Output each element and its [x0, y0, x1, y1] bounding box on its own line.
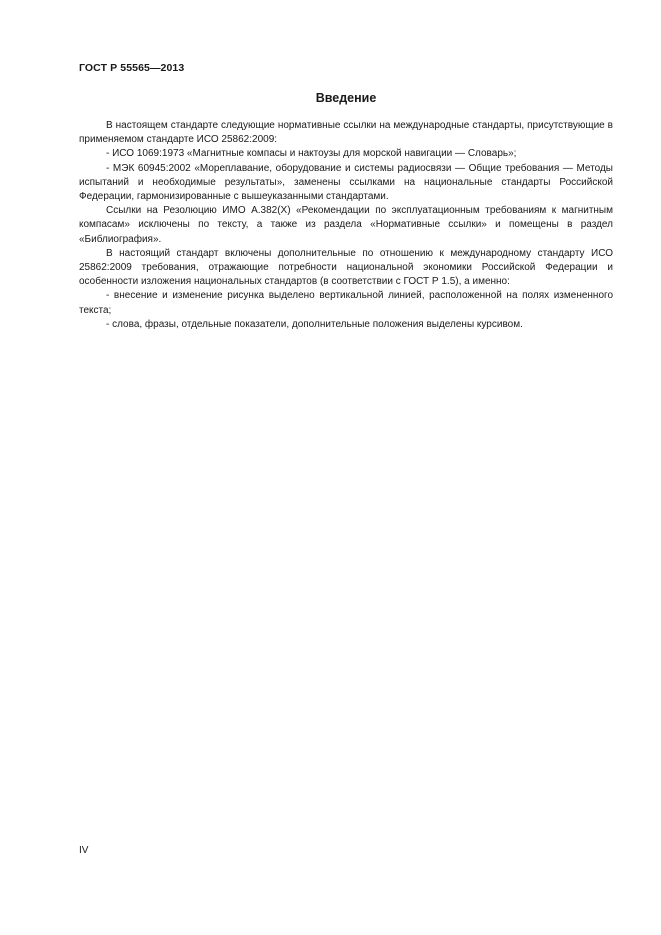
paragraph-intro: В настоящем стандарте следующие нормативные ссылки на международные стандарты, присутствующие в применяемом стандарте ИСО 25862:2009:	[79, 120, 613, 146]
body-text	[79, 119, 613, 332]
paragraph-figure-changes: - внесение и изменение рисунка выделено вертикальной линией, расположенной на полях измененного текста;	[79, 290, 613, 316]
paragraph-imo-resolution: Ссылки на Резолюцию ИМО А.382(Х) «Рекомендации по эксплуатационным требованиям к магнитным компасам» исключены по тексту, а также из раздела «Нормативные ссылки» и помещены в раздел «Библиография».	[79, 205, 613, 245]
paragraph-iso-1069: - ИСО 1069:1973 «Магнитные компасы и нактоузы для морской навигации — Словарь»;	[106, 148, 517, 160]
paragraph-italic-note: - слова, фразы, отдельные показатели, дополнительные положения выделены курсивом.	[106, 318, 523, 330]
page-number: IV	[79, 845, 89, 856]
section-title: Введение	[315, 91, 377, 105]
paragraph-additional-requirements: В настоящий стандарт включены дополнительные по отношению к международному стандарту ИСО 25862:2009 требования, отражающие потребности национальной экономики Российской Федерации и особенности изложения национальных стандартов (в соответствии с ГОСТ Р 1.5), а именно:	[79, 247, 613, 288]
document-header: ГОСТ Р 55565—2013	[79, 62, 185, 74]
paragraph-iec-60945: - МЭК 60945:2002 «Мореплавание, оборудование и системы радиосвязи — Общие требования — Методы испытаний и необходимые результаты», заменены ссылками на национальные стандарты Российской Федерации, гармонизированные с вышеуказанными стандартами.	[79, 162, 613, 203]
